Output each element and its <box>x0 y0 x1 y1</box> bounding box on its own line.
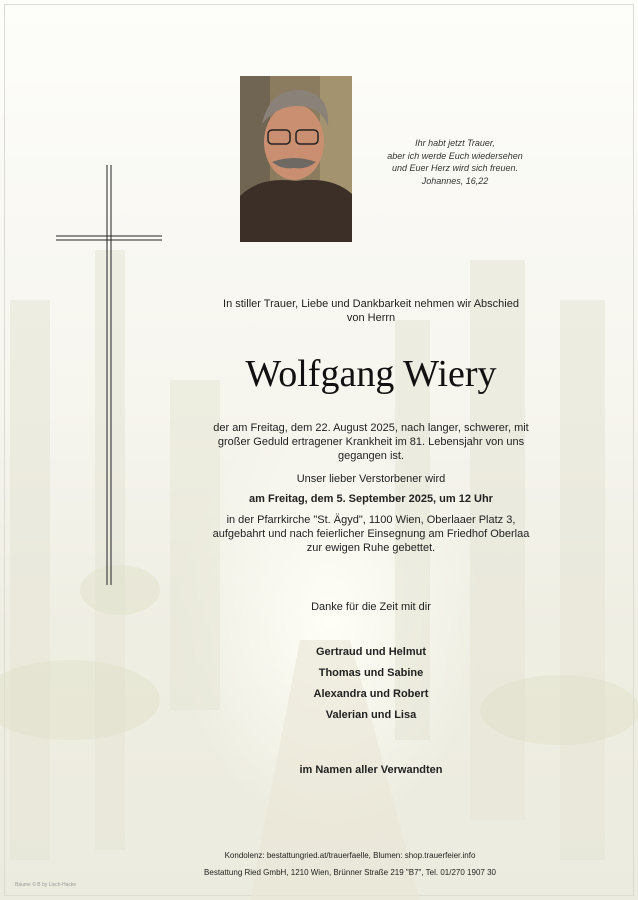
intro-line-1: In stiller Trauer, Liebe und Dankbarkeit nehmen wir Abschied <box>223 298 519 310</box>
funeral-line-1: in der Pfarrkirche "St. Ägyd", 1100 Wien, Oberlaaer Platz 3, <box>226 514 516 526</box>
death-notice <box>180 421 562 463</box>
funeral-intro: Unser lieber Verstorbener wird <box>296 473 446 485</box>
quote-line-3: und Euer Herz wird sich freuen. <box>391 163 519 173</box>
funeral-line-3: zur ewigen Ruhe gebettet. <box>306 542 436 554</box>
bible-quote <box>370 137 540 187</box>
mourner-2: Thomas und Sabine <box>318 667 424 679</box>
mourner-3: Alexandra und Robert <box>313 688 429 700</box>
death-notice-line-2: großer Geduld ertragener Krankheit im 81. Lebensjahr von uns <box>217 436 525 448</box>
footer-funeral-home: Bestattung Ried GmbH, 1210 Wien, Brünner Straße 219 "B7", Tel. 01/270 1907 30 <box>204 868 496 877</box>
relatives-text: im Namen aller Verwandten <box>299 764 443 776</box>
portrait-photo <box>240 76 352 242</box>
footer-condolence: Kondolenz: bestattungried.at/trauerfaelle, Blumen: shop.trauerfeier.info <box>224 851 476 860</box>
mourners-list <box>180 642 562 726</box>
intro-text <box>180 297 562 325</box>
deceased-name: Wolfgang Wiery <box>245 353 497 395</box>
funeral-details <box>180 513 562 555</box>
image-credit: Bäume © B by Lisch-Hacke <box>15 882 77 888</box>
death-notice-line-1: der am Freitag, dem 22. August 2025, nach langer, schwerer, mit <box>213 422 529 434</box>
quote-line-1: Ihr habt jetzt Trauer, <box>415 138 495 148</box>
intro-line-2: von Herrn <box>346 312 396 324</box>
quote-line-2: aber ich werde Euch wiedersehen <box>387 150 523 161</box>
cross-icon <box>54 165 164 585</box>
thanks-text: Danke für die Zeit mit dir <box>311 601 431 613</box>
funeral-line-2: aufgebahrt und nach feierlicher Einsegnung am Friedhof Oberlaa <box>212 528 530 540</box>
mourner-1: Gertraud und Helmut <box>315 646 426 658</box>
death-notice-line-3: gegangen ist. <box>337 450 405 462</box>
funeral-date: am Freitag, dem 5. September 2025, um 12 Uhr <box>249 493 493 505</box>
mourner-4: Valerian und Lisa <box>325 709 417 721</box>
quote-source: Johannes, 16,22 <box>421 175 489 186</box>
